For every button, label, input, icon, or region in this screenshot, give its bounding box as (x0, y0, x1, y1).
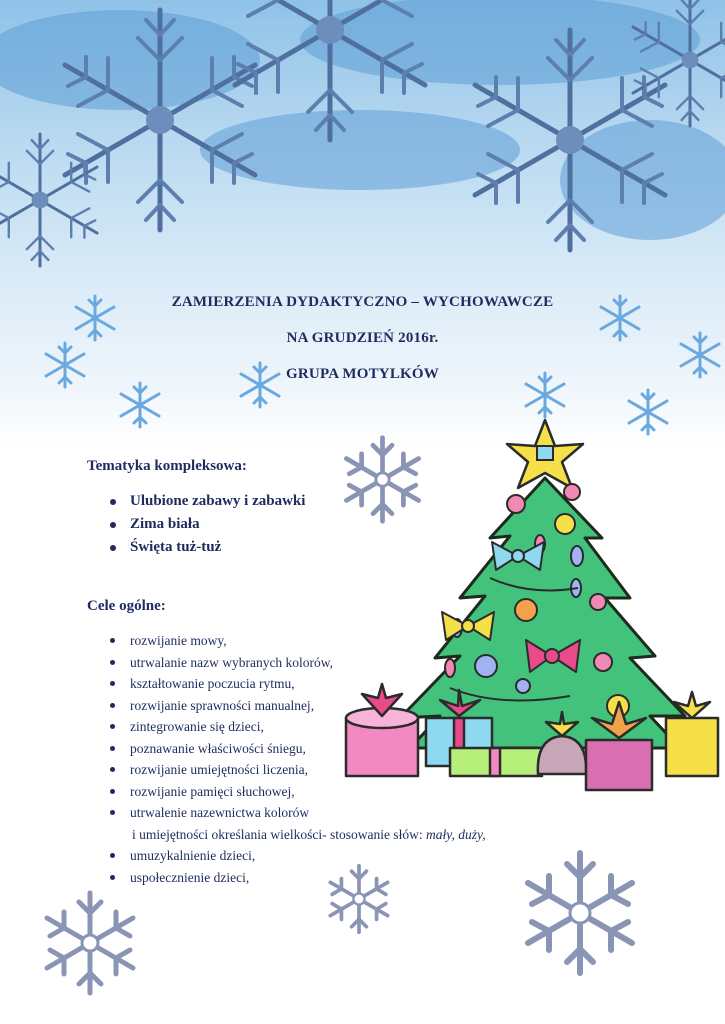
christmas-tree-icon (340, 418, 725, 803)
page-title (0, 288, 725, 396)
list-item: rozwijanie mowy, (110, 630, 486, 652)
list-item: kształtowanie poczucia rytmu, (110, 673, 486, 695)
list-item: utrwalanie nazw wybranych kolorów, (110, 652, 486, 674)
title-line-3: GRUPA MOTYLKÓW (286, 366, 439, 382)
list-item-continuation (110, 824, 486, 846)
snowflake-icon (35, 888, 145, 998)
continuation-italic: mały, duży, (425, 826, 486, 842)
goals-heading: Cele ogólne: (87, 598, 166, 614)
list-item: Święta tuż-tuż (110, 536, 305, 559)
list-item: Zima biała (110, 513, 305, 536)
list-item: Ulubione zabawy i zabawki (110, 490, 305, 513)
list-item: rozwijanie umiejętności liczenia, (110, 759, 486, 781)
snowflake-icon (322, 862, 396, 936)
list-item: uspołecznienie dzieci, (110, 867, 486, 889)
list-item: poznawanie właściwości śniegu, (110, 738, 486, 760)
themes-list (110, 490, 305, 559)
list-item: rozwijanie pamięci słuchowej, (110, 781, 486, 803)
list-item: zintegrowanie się dzieci, (110, 716, 486, 738)
list-item: utrwalenie nazewnictwa kolorów (110, 802, 486, 824)
title-line-2: NA GRUDZIEŃ 2016r. (286, 330, 439, 346)
title-line-1: ZAMIERZENIA DYDAKTYCZNO – WYCHOWAWCZE (171, 294, 554, 310)
themes-heading: Tematyka kompleksowa: (87, 458, 247, 474)
list-item: umuzykalnienie dzieci, (110, 845, 486, 867)
snowflake-icon (515, 848, 645, 978)
list-item: rozwijanie sprawności manualnej, (110, 695, 486, 717)
continuation-text: i umiejętności określania wielkości- stosowanie słów: (132, 826, 426, 842)
